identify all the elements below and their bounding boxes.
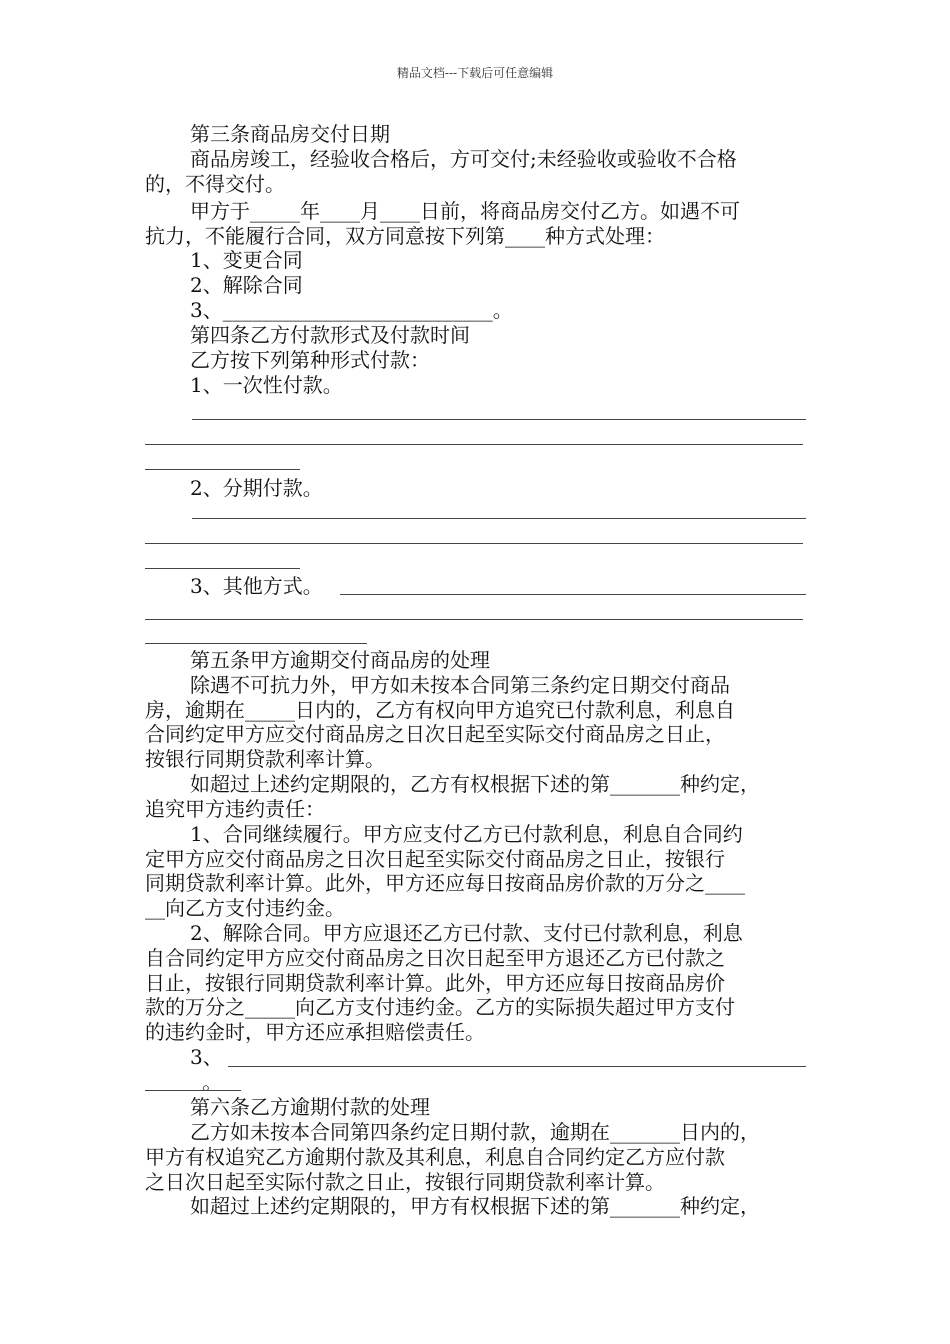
blank-line: [145, 543, 803, 544]
text-line: 日止，按银行同期贷款利率计算。此外，甲方还应每日按商品房价: [145, 971, 725, 995]
text-line: 自合同约定甲方应交付商品房之日次日起至甲方退还乙方已付款之: [145, 946, 725, 970]
text-line: 商品房竣工，经验收合格后，方可交付;未经验收或验收不合格: [190, 147, 737, 171]
text-line: 之日次日起至实际付款之日止，按银行同期贷款利率计算。: [145, 1170, 665, 1194]
text-line: 2、分期付款。: [190, 476, 323, 500]
blank-line: [192, 518, 806, 519]
text-line: __向乙方支付违约金。: [145, 896, 345, 920]
blank-line: [145, 444, 803, 445]
blank-line: [145, 643, 367, 644]
text-line: 合同约定甲方应交付商品房之日次日起至实际交付商品房之日止，: [145, 722, 725, 746]
blank-line: [145, 619, 803, 620]
blank-line: [340, 594, 806, 595]
text-line: 甲方于_____年____月____日前，将商品房交付乙方。如遇不可: [190, 199, 740, 223]
blank-line: [145, 469, 300, 470]
text-line: 追究甲方违约责任：: [145, 797, 325, 821]
text-line: 如超过上述约定期限的，乙方有权根据下述的第_______种约定，: [190, 772, 760, 796]
text-line: 1、合同继续履行。甲方应支付乙方已付款利息，利息自合同约: [190, 822, 743, 846]
page-header: 精品文档---下载后可任意编辑: [396, 66, 554, 80]
text-line: 按银行同期贷款利率计算。: [145, 747, 385, 771]
text-line: 乙方按下列第种形式付款：: [190, 348, 430, 372]
text-line: 抗力，不能履行合同，双方同意按下列第____种方式处理：: [145, 224, 665, 248]
blank-line: [228, 1066, 806, 1067]
text-line: 乙方如未按本合同第四条约定日期付款，逾期在_______日内的，: [190, 1120, 760, 1144]
text-line: 的，不得交付。: [145, 172, 285, 196]
text-line: 第六条乙方逾期付款的处理: [190, 1095, 430, 1119]
text-line: 2、解除合同: [190, 273, 303, 297]
text-line: 第四条乙方付款形式及付款时间: [190, 323, 470, 347]
text-line: 第五条甲方逾期交付商品房的处理: [190, 648, 490, 672]
text-line: 甲方有权追究乙方逾期付款及其利息，利息自合同约定乙方应付款: [145, 1145, 725, 1169]
blank-line: [145, 1090, 241, 1091]
text-line: 3、其他方式。: [190, 574, 323, 598]
text-line: 如超过上述约定期限的，甲方有权根据下述的第_______种约定，: [190, 1194, 760, 1218]
text-line: 1、一次性付款。: [190, 373, 343, 397]
text-line: 的违约金时，甲方还应承担赔偿责任。: [145, 1020, 485, 1044]
text-line: 同期贷款利率计算。此外，甲方还应每日按商品房价款的万分之____: [145, 871, 745, 895]
text-line: 1、变更合同: [190, 248, 303, 272]
text-line: 除遇不可抗力外，甲方如未按本合同第三条约定日期交付商品: [190, 673, 730, 697]
text-line: 。: [145, 1070, 223, 1094]
text-line: 2、解除合同。甲方应退还乙方已付款、支付已付款利息，利息: [190, 921, 743, 945]
text-line: 定甲方应交付商品房之日次日起至实际交付商品房之日止，按银行: [145, 847, 725, 871]
text-line: 款的万分之_____向乙方支付违约金。乙方的实际损失超过甲方支付: [145, 995, 735, 1019]
blank-line: [192, 419, 806, 420]
text-line: 第三条商品房交付日期: [190, 122, 390, 146]
text-line: 3、___________________________。: [190, 298, 513, 322]
blank-line: [145, 568, 300, 569]
text-line: 3、: [190, 1045, 223, 1069]
text-line: 房，逾期在_____日内的，乙方有权向甲方追究已付款利息，利息自: [145, 698, 735, 722]
